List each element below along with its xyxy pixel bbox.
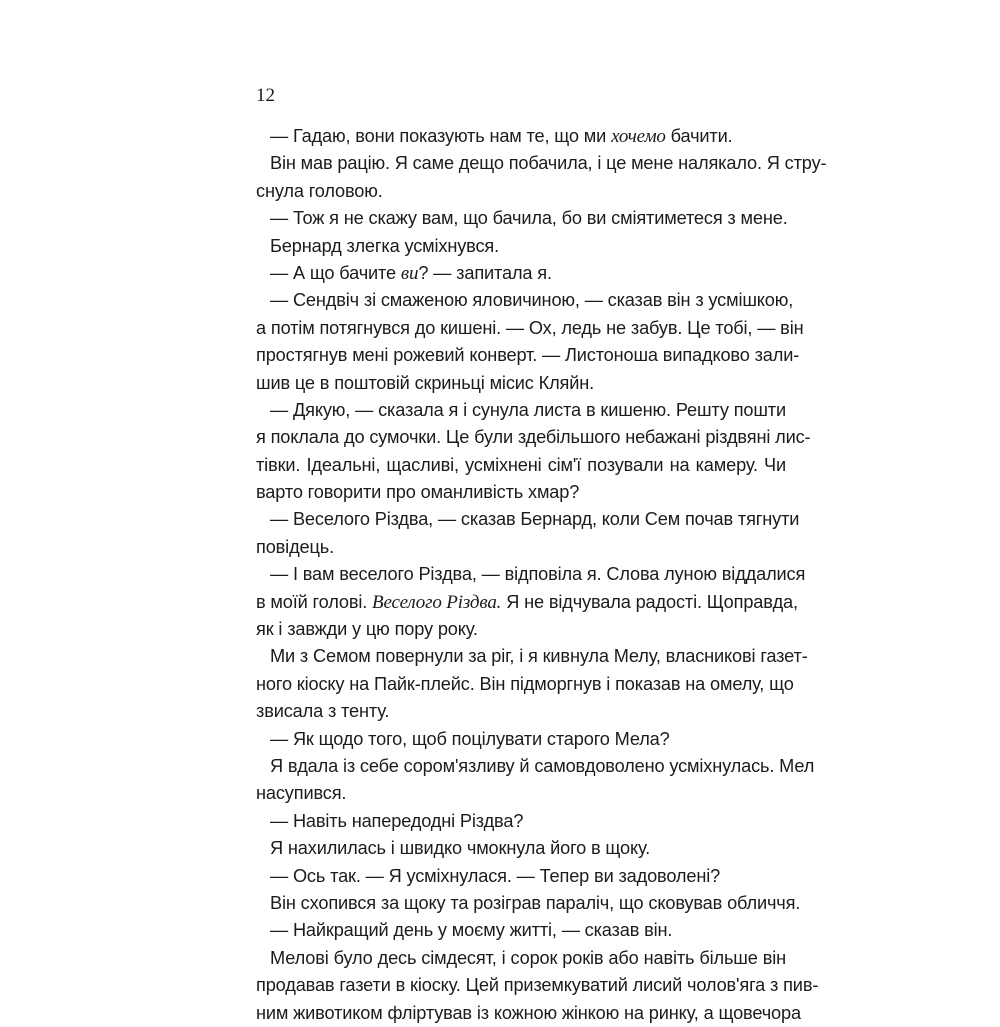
text-segment: — І вам веселого Різдва, — відповіла я. Слова луною віддалися (270, 564, 806, 585)
text-line (256, 287, 794, 314)
text-line (256, 233, 786, 260)
text-segment: Бернард злегка усміхнувся. (270, 235, 500, 256)
text-line (256, 370, 786, 397)
text-line (256, 698, 786, 725)
text-line (256, 589, 798, 616)
text-line (256, 178, 786, 205)
text-line (256, 835, 786, 862)
text-segment: снула головою. (256, 180, 383, 201)
text-line (256, 945, 786, 972)
text-segment: повідець. (256, 536, 334, 557)
page-number: 12 (256, 85, 275, 106)
text-line (256, 150, 827, 177)
text-segment: варто говорити про оманливість хмар? (256, 482, 580, 503)
text-segment: Я нахилилась і швидко чмокнула його в щоку. (270, 838, 651, 859)
body-text (256, 123, 827, 1027)
text-line (256, 863, 786, 890)
text-line (256, 726, 786, 753)
italic-segment: ви (400, 262, 419, 284)
text-segment: ? — запитала я. (418, 262, 552, 283)
text-segment: бачити. (665, 126, 733, 146)
text-segment: а потім потягнувся до кишені. — Ох, ледь не забув. Це тобі, — він (256, 317, 804, 338)
text-line (256, 315, 804, 342)
text-segment: ним животиком фліртував із кожною жінкою на ринку, а щовечора (256, 1002, 801, 1023)
text-line (256, 260, 786, 287)
text-line (256, 205, 786, 232)
text-line (256, 123, 786, 150)
text-segment: простягнув мені рожевий конверт. — Листоноша випадково зали- (256, 345, 800, 366)
text-segment: Він мав рацію. Я саме дещо побачила, і це мене налякало. Я стру- (270, 153, 827, 174)
text-line (256, 342, 800, 369)
text-segment: Ми з Семом повернули за ріг, і я кивнула Мелу, власникові газет- (270, 646, 808, 667)
italic-segment: Веселого Різдва. (372, 591, 502, 613)
text-segment: — А що бачите (270, 262, 401, 283)
text-line (256, 479, 786, 506)
text-line (256, 616, 786, 643)
text-line (256, 671, 794, 698)
text-segment: — Дякую, — сказала я і сунула листа в кишеню. Решту пошти (270, 399, 786, 420)
text-segment: — Ось так. — Я усміхнулася. — Тепер ви задоволені? (270, 865, 721, 886)
text-line (256, 1000, 801, 1027)
text-segment: — Навіть напередодні Різдва? (270, 810, 524, 831)
text-segment: Мелові було десь сімдесят, і сорок років або навіть більше він (270, 947, 786, 968)
text-segment: тівки. Ідеальні, щасливі, усміхнені сім'ї позували на камеру. Чи (256, 454, 786, 475)
text-segment: — Гадаю, вони показують нам те, що ми (270, 126, 612, 146)
text-line (256, 424, 811, 451)
text-line (256, 972, 819, 999)
text-line (256, 534, 786, 561)
text-line (256, 397, 786, 424)
text-segment: в моїй голові. (256, 591, 373, 612)
text-segment: — Найкращий день у моєму житті, — сказав він. (270, 920, 673, 941)
text-segment: Він схопився за щоку та розіграв параліч, що сковував обличчя. (270, 892, 801, 913)
text-segment: — Як щодо того, щоб поцілувати старого Мела? (270, 728, 670, 749)
text-segment: ного кіоску на Пайк-плейс. Він підморгнув і показав на омелу, що (256, 673, 794, 694)
text-segment: — Веселого Різдва, — сказав Бернард, коли Сем почав тягнути (270, 509, 800, 530)
text-line (256, 452, 786, 479)
text-segment: продавав газети в кіоску. Цей приземкуватий лисий чолов'яга з пив- (256, 975, 819, 996)
italic-segment: хочемо (611, 126, 666, 147)
text-line (256, 561, 806, 588)
text-line (256, 506, 800, 533)
text-segment: Я не відчувала радості. Щоправда, (501, 591, 798, 612)
text-line (256, 890, 801, 917)
text-line (256, 643, 808, 670)
text-segment: звисала з тенту. (256, 701, 390, 722)
text-segment: я поклала до сумочки. Це були здебільшого небажані різдвяні лис- (256, 427, 811, 448)
text-line (256, 917, 786, 944)
text-line (256, 753, 815, 780)
text-segment: як і завжди у цю пору року. (256, 619, 478, 640)
text-line (256, 780, 786, 807)
text-segment: насупився. (256, 783, 347, 804)
text-line (256, 808, 786, 835)
text-segment: Я вдала із себе сором'язливу й самовдоволено усміхнулась. Мел (270, 755, 815, 776)
text-segment: — Тож я не скажу вам, що бачила, бо ви сміятиметеся з мене. (270, 208, 788, 229)
text-segment: шив це в поштовій скриньці місис Кляйн. (256, 372, 595, 393)
text-segment: — Сендвіч зі смаженою яловичиною, — сказав він з усмішкою, (270, 290, 794, 311)
